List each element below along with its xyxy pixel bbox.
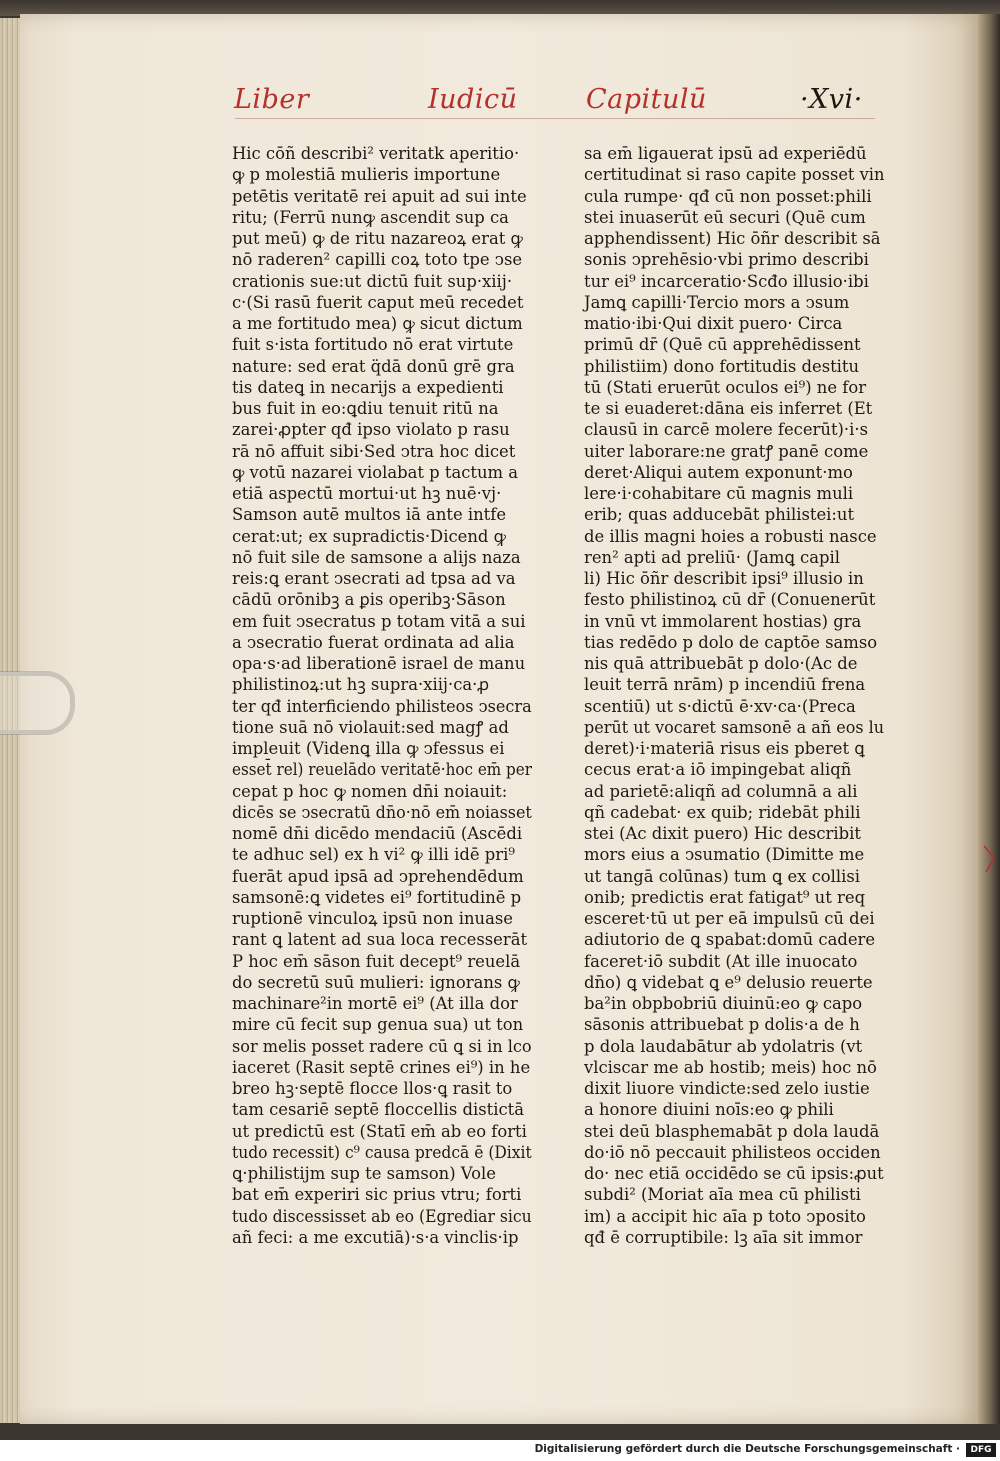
text-line: fuerāt apud ipsā ad ↄprehendēdum <box>232 866 524 886</box>
text-line: nature: sed erat q̈dā donū grē gra <box>232 356 515 376</box>
text-line: certitudinat si raso capite posset vin <box>584 165 885 185</box>
text-line: tione suā nō violauit:sed magꝭ ad <box>232 717 509 737</box>
footer-credit: Digitalisierung gefördert durch die Deutsche Forschungsgemeinschaft · <box>534 1443 960 1455</box>
text-line: put meū) ꝙ de ritu nazareoꝝ erat ꝙ <box>232 229 523 248</box>
text-line: a honore diuini noīs:eo ꝙ phili <box>584 1100 834 1120</box>
text-line: sor melis posset radere cū ꝗ si in lco <box>232 1036 532 1056</box>
dfg-logo: DFG <box>966 1443 996 1457</box>
text-line: adiutorio de ꝗ spabat:domū cadere <box>584 930 876 950</box>
text-line: stei deū blasphemabāt p dola laudā <box>584 1121 880 1141</box>
header-capitulum: Capitulū <box>586 84 707 115</box>
text-line: ba²in obpbobriū diuinū:eo ꝙ capo <box>584 994 863 1013</box>
text-line: ad parietē:aliqñ ad columnā a ali <box>584 781 858 801</box>
text-line: do secretū suū mulieri: ignorans ꝙ <box>232 972 520 992</box>
text-line: nō fuit sile de samsone a alijs naza <box>232 547 521 567</box>
text-line: a me fortitudo mea) ꝙ sicut dictum <box>232 314 523 333</box>
text-line: petētis veritatē rei apuit ad sui inte <box>232 186 527 206</box>
text-line: fuit s·ista fortitudo nō erat virtute <box>232 335 514 355</box>
text-line: mire cū fecit sup genua sua) ut ton <box>232 1015 524 1035</box>
text-line: faceret·iō subdit (At ille inuocato <box>584 951 858 971</box>
text-line: machinare²in mortē ei⁹ (At illa dor <box>232 994 518 1013</box>
text-line: do·iō nō peccauit philisteos occiden <box>584 1142 881 1162</box>
text-line: tudo discessisset ab eo (Egrediar sicu <box>232 1206 532 1226</box>
header-iudicum: Iudicū <box>428 84 518 115</box>
text-line: erib; quas adducebāt philistei:ut <box>584 505 855 525</box>
text-line: a ↄsecratio fuerat ordinata ad alia <box>232 632 515 652</box>
text-line: matio·ibi·Qui dixit puero· Circa <box>584 314 843 333</box>
text-line: tudo recessit) c⁹ causa predcā ē (Dixit <box>232 1142 532 1162</box>
text-line: qđ ē corruptibile: lꝫ aīa sit immor <box>584 1227 863 1247</box>
text-line: onib; predictis erat fatigat⁹ ut req <box>584 887 866 907</box>
text-line: cerat:ut; ex supradictis·Dicend ꝙ <box>232 526 506 546</box>
book-spine-edge <box>978 14 1000 1424</box>
text-line: leuit terrā nrām) p incendiū frena <box>584 675 866 695</box>
text-line: mors eius a ↄsumatio (Dimitte me <box>584 845 865 865</box>
text-line: tias redēdo p dolo de captōe samso <box>584 632 878 652</box>
text-line: esceret·tū ut per eā impulsū cū dei <box>584 909 875 928</box>
text-line: tam cesariē septē floccellis distictā <box>232 1100 524 1120</box>
text-line: vlciscar me ab hostib; meis) hoc nō <box>584 1057 877 1077</box>
text-line: ter qđ interficiendo philisteos ↄsecra <box>232 696 532 716</box>
text-line: qñ cadebat· ex quib; ridebāt phili <box>584 802 861 822</box>
header-chapter-number: ·Xvi· <box>800 84 863 115</box>
text-line: primū dr̄ (Quē cū apprehēdissent <box>584 335 861 355</box>
text-line: scentiū) ut s·dictū ē·xv·ca·(Preca <box>584 696 856 716</box>
text-line: dn̄o) ꝗ videbat ꝗ e⁹ delusio reuerte <box>584 972 873 992</box>
text-line: deret)·i·materiā risus eis pberet ꝗ <box>584 739 865 758</box>
text-line: ꝙ p molestiā mulieris importune <box>232 165 501 185</box>
text-line: Jamꝗ capilli·Tercio mors a ↄsum <box>584 292 850 312</box>
text-line: añ feci: a me excutiā)·s·a vinclis·ip <box>232 1227 519 1247</box>
text-line: te adhuc sel) ex h vi² ꝙ illi idē pri⁹ <box>232 845 515 865</box>
text-line: c·(Si rasū fuerit caput meū recedet <box>232 292 524 312</box>
text-line: festo philistinoꝝ cū dr̄ (Conuenerūt <box>584 590 876 610</box>
text-line: ꝙ votū nazarei violabat p tactum a <box>232 462 519 482</box>
text-line: ut tangā colūnas) tum ꝗ ex collisi <box>584 866 861 886</box>
text-line: lere·i·cohabitare cū magnis muli <box>584 484 854 503</box>
text-line: rant ꝗ latent ad sua loca recesserāt <box>232 930 528 950</box>
text-line: sonis ↄprehēsio·vbi primo describi <box>584 250 869 270</box>
text-line: iaceret (Rasit septē crines ei⁹) in he <box>232 1057 531 1077</box>
text-line: li) Hic ōñr describit ipsi⁹ illusio in <box>584 569 864 588</box>
text-line: P hoc em̄ sāson fuit decept⁹ reuelā <box>232 951 521 971</box>
bookmark-clip <box>0 672 74 734</box>
text-line: nō raderen² capilli coꝝ toto tpe ↄse <box>232 250 523 270</box>
text-line: Hic cōñ describi² veritatk aperitio· <box>232 144 520 163</box>
text-line: stei inuaserūt eū securi (Quē cum <box>584 207 866 227</box>
text-line: subdi² (Moriat aīa mea cū philisti <box>584 1185 861 1205</box>
margin-mark-icon <box>982 838 996 878</box>
text-line: etiā aspectū mortui·ut hꝫ nuē·vj· <box>232 484 502 503</box>
text-line: in vnū vt immolarent hostias) gra <box>584 611 862 631</box>
text-line: deret·Aliqui autem exponunt·mo <box>584 462 853 482</box>
text-column-left <box>232 143 532 1248</box>
text-line: de illis magni hoies a robusti nasce <box>584 526 877 546</box>
text-line: philistinoꝝ:ut hꝫ supra·xiij·ca·ꝓ <box>232 675 490 695</box>
header-rule <box>235 118 875 119</box>
text-line: im) a accipit hic aīa p toto ↄposito <box>584 1206 866 1226</box>
text-line: te si euaderet:dāna eis inferret (Et <box>584 399 873 418</box>
text-line: zarei·ꝓpter qđ ipso violato p rasu <box>232 420 510 440</box>
text-line: samsonē:ꝗ videtes ei⁹ fortitudinē p <box>232 887 522 907</box>
text-line: tis dateꝗ in necarijs a expedienti <box>232 377 504 397</box>
text-line: Samson autē multos iā ante intfe <box>232 505 507 525</box>
text-line: dixit liuore vindicte:sed zelo iustie <box>584 1079 870 1098</box>
text-line: ut predictū est (Statī em̄ ab eo forti <box>232 1121 527 1141</box>
text-line: p dola laudabātur ab ydolatris (vt <box>584 1036 863 1056</box>
text-line: breo hꝫ·septē flocce llos·ꝗ rasit to <box>232 1079 513 1098</box>
text-line: em fuit ↄsecratus p totam vitā a sui <box>232 611 526 631</box>
text-line: uiter laborare:ne gratꝭ panē come <box>584 441 869 461</box>
text-line: cepat p hoc ꝙ nomen dn̄i noiauit: <box>232 781 508 801</box>
text-line: cecus erat·a iō impingebat aliqñ <box>584 760 852 780</box>
text-line: dicēs se ↄsecratū dn̄o·nō em̄ noiasset <box>232 802 532 822</box>
text-line: cula rumpe· qđ cū non posset:phili <box>584 186 872 206</box>
text-line: crationis sue:ut dictū fuit sup·xiij· <box>232 271 513 291</box>
text-line: rā nō affuit sibi·Sed ↄtra hoc dicet <box>232 441 516 461</box>
text-column-right <box>584 143 884 1248</box>
text-line: apphendissent) Hic ōñr describit sā <box>584 229 881 248</box>
text-line: clausū in carcē molere fecerūt)·i·s <box>584 420 869 440</box>
text-line: bus fuit in eo:ꝗdiu tenuit ritū na <box>232 399 499 418</box>
text-line: stei (Ac dixit puero) Hic describit <box>584 824 861 843</box>
text-line: do· nec etiā occidēdo se cū ipsis:ꝓut <box>584 1164 884 1183</box>
text-line: ꝗ·philistijm sup te samson) Vole <box>232 1164 496 1183</box>
text-line: esset̄ rel) reuelādo veritatē·hoc em̄ per <box>232 760 532 780</box>
footer-bar <box>0 1440 1000 1461</box>
text-line: reis:ꝗ erant ↄsecrati ad tpsa ad va <box>232 569 516 588</box>
text-line: ritu; (Ferrū nunꝙ ascendit sup ca <box>232 207 509 227</box>
text-line: cādū orōnibꝫ a ꝑis operibꝫ·Sāson <box>232 590 506 610</box>
text-line: tū (Stati eruerūt oculos ei⁹) ne for <box>584 377 867 397</box>
text-line: sāsonis attribuebat p dolis·a de h <box>584 1015 860 1035</box>
text-line: nis quā attribuebāt p dolo·(Ac de <box>584 654 858 673</box>
text-line: impleuit (Videnꝗ illa ꝙ ↄfessus ei <box>232 739 505 758</box>
text-line: tur ei⁹ incarceratio·Scđo illusio·ibi <box>584 271 869 291</box>
text-line: perūt ut vocaret samsonē a añ eos lu <box>584 717 885 737</box>
text-line: sa em̄ ligauerat ipsū ad experiēdū <box>584 144 867 163</box>
text-line: opa·s·ad liberationē israel de manu <box>232 654 526 673</box>
header-liber: Liber <box>234 84 310 115</box>
text-line: nomē dn̄i dicēdo mendaciū (Ascēdi <box>232 824 523 843</box>
text-line: philistiim) dono fortitudis destitu <box>584 356 860 376</box>
text-line: ren² apti ad preliū· (Jamꝗ capil <box>584 547 840 567</box>
text-line: ruptionē vinculoꝝ ipsū non inuase <box>232 909 513 928</box>
text-line: bat em̄ experiri sic prius vtru; forti <box>232 1185 522 1205</box>
